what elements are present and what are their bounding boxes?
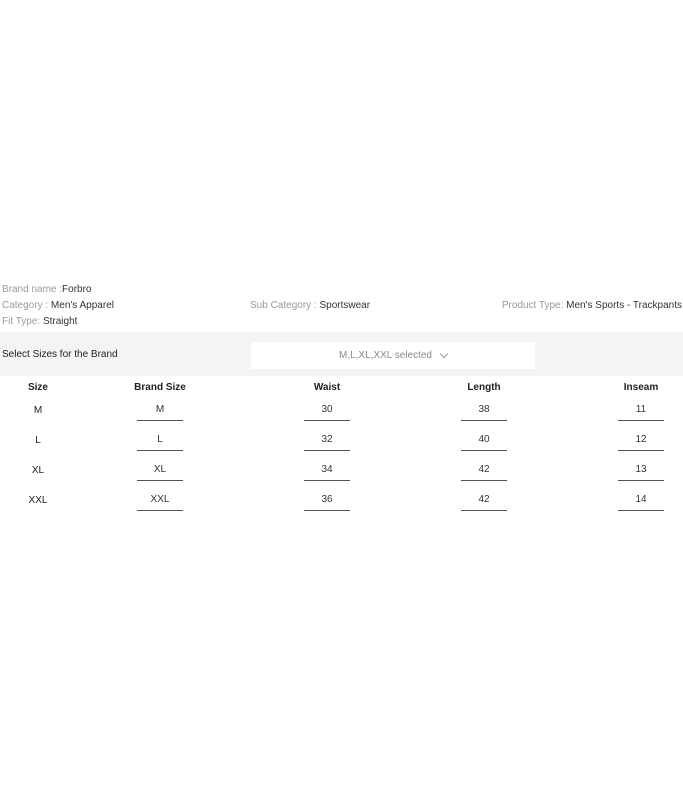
size-selector-bar (0, 332, 683, 376)
inseam-input[interactable] (618, 428, 664, 451)
brand-size-input[interactable] (137, 488, 183, 511)
brand-size-input[interactable] (137, 428, 183, 451)
waist-input[interactable] (304, 428, 350, 451)
inseam-input[interactable] (618, 458, 664, 481)
brand-name-value: Forbro (62, 284, 92, 295)
size-cell: M (33, 405, 43, 416)
product-type-label: Product Type: (501, 300, 567, 311)
sub-category-label: Sub Category : (250, 300, 320, 311)
waist-input[interactable] (304, 488, 350, 511)
category (2, 300, 114, 311)
column-header-size: Size (27, 382, 48, 393)
category-row (0, 300, 683, 314)
product-type (502, 300, 682, 311)
length-input[interactable] (461, 428, 507, 451)
sub-category-value: Sportswear (319, 300, 371, 311)
brand-row (0, 284, 683, 298)
sub-category (250, 300, 370, 311)
size-cell: L (35, 435, 41, 446)
size-dropdown-value: M,L,XL,XXL selected (338, 350, 432, 361)
waist-input[interactable] (304, 458, 350, 481)
category-label: Category : (2, 300, 51, 311)
inseam-input[interactable] (618, 488, 664, 511)
chevron-down-icon (440, 349, 448, 357)
size-cell: XXL (28, 495, 48, 506)
length-input[interactable] (461, 458, 507, 481)
column-header-inseam: Inseam (623, 382, 659, 393)
column-header-waist: Waist (313, 382, 341, 393)
waist-input[interactable] (304, 398, 350, 421)
brand-size-input[interactable] (137, 398, 183, 421)
size-cell: XL (31, 465, 45, 476)
fit-type-value: Straight (42, 316, 78, 327)
column-header-brand-size: Brand Size (134, 382, 186, 393)
size-selector-label: Select Sizes for the Brand (2, 349, 118, 360)
brand-name (2, 284, 92, 295)
brand-size-input[interactable] (137, 458, 183, 481)
size-dropdown[interactable] (251, 342, 535, 369)
fit-type-row (0, 316, 683, 330)
fit-type-label: Fit Type: (2, 316, 43, 327)
category-value: Men's Apparel (50, 300, 114, 311)
length-input[interactable] (461, 488, 507, 511)
product-type-value: Men's Sports - Trackpants (566, 300, 682, 311)
length-input[interactable] (461, 398, 507, 421)
brand-name-label: Brand name : (2, 284, 63, 295)
fit-type (2, 316, 77, 327)
column-header-length: Length (467, 382, 501, 393)
inseam-input[interactable] (618, 398, 664, 421)
